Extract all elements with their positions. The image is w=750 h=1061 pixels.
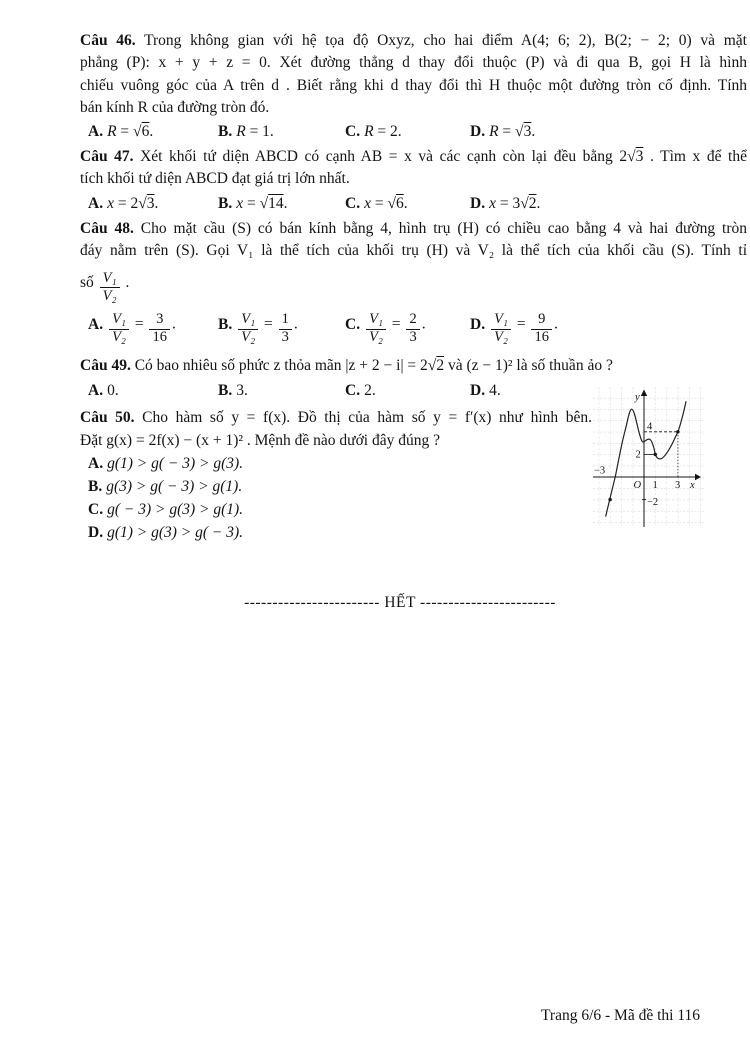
sqrt-symbol: √ [627,148,636,166]
option-47-C: C. x = √6. [345,194,408,212]
option-50-D: D. g(1) > g(3) > g( − 3). [88,524,244,542]
question-46 [80,30,747,143]
option-47-D: D. x = 3√2. [470,194,541,212]
question-47-options [80,193,747,215]
option-48-A: A. $\frac{\text{V₁}}{\text{V₂}}$ = $\frac{3}{16}$ . [88,311,176,345]
question-50-line-2: Đặt g(x) = 2f(x) − (x + 1)² . Mệnh đề nào dưới đây đúng ? [80,431,440,449]
option-49-D: D. 4. [470,381,501,399]
question-48-options [80,312,747,345]
sqrt-symbol: √ [259,194,269,212]
origin-label: O [633,480,642,491]
question-48-line-2: đáy nằm trên (S). Gọi V₁ là thể tích của khối trụ (H) và V₂ là thể tích của khối cầu (S). Tính tỉ [80,242,747,260]
sqrt-symbol: √ [387,194,396,212]
option-47-A: A. x = 2√3. [88,194,159,212]
sqrt-symbol: √ [515,123,524,141]
question-46-line-2: phẳng (P): x + y + z = 0. Xét đường thẳng d thay đổi thuộc (P) và đi qua B, gọi H là hình [80,54,747,72]
question-48-number: Câu 48. [80,219,134,237]
point-3-4 [676,430,679,433]
option-48-D: D. $\frac{\text{V₁}}{\text{V₂}}$ = $\frac{9}{16}$ . [470,311,558,345]
point-1-2 [654,453,657,456]
question-47 [80,146,747,215]
question-50-text [80,406,592,452]
question-49-number: Câu 49. [80,356,131,374]
option-49-C: C. 2. [345,381,376,399]
option-50-A: A. g(1) > g( − 3) > g(3). [88,454,244,472]
sqrt-symbol: √ [138,194,147,212]
fprime-graph [592,387,712,528]
y-axis-label: y [635,392,640,403]
tick-label-4: 4 [647,421,653,433]
option-46-A: A. R = √6. [88,123,154,141]
option-49-A: A. 0. [88,381,119,399]
tick-label-3: 3 [675,480,681,491]
option-50-B: B. g(3) > g( − 3) > g(1). [88,477,243,495]
question-50-line-1: Câu 50. Cho hàm số y = f(x). Đồ thị của hàm số y = f′(x) như hình bên. [80,408,592,426]
page-footer: Trang 6/6 - Mã đề thi 116 [540,1007,700,1024]
question-49-line-1: Câu 49. Có bao nhiêu số phức z thỏa mãn |z + 2 − i| = 2√2 và (z − 1)² là số thuần ảo ? [80,356,613,374]
question-46-options [80,121,747,143]
tick-label-minus2: −2 [647,497,659,508]
question-46-text: Trong không gian với hệ tọa độ Oxyz, cho hai điểm A(4; 6; 2), B(2; − 2; 0) và mặt [135,32,747,49]
sqrt-symbol: √ [427,356,437,374]
sqrt-symbol: √ [133,123,142,141]
option-46-D: D. R = √3. [470,123,536,141]
tick-label-minus3: −3 [594,465,606,477]
option-48-B: B. $\frac{\text{V₁}}{\text{V₂}}$ = $\frac{1}{3}$ . [218,311,298,345]
option-47-B: B. x = √14. [218,194,288,212]
question-46-line-3: chiếu vuông góc của A trên d . Biết rằng khi d thay đổi thì H thuộc một đường tròn cố định. Tính [80,76,747,94]
question-46-line-4: bán kính R của đường tròn đó. [80,98,270,116]
point-minus3-minus2 [608,498,611,501]
option-46-C: C. R = 2. [345,123,402,141]
question-48-line-3: số $\frac{\text{V₁}}{\text{V₂}}$ . [80,270,130,304]
end-divider: ------------------------ HẾT ------------------------ [244,594,556,612]
option-50-C: C. g( − 3) > g(3) > g(1). [88,501,244,519]
question-47-line-1: Câu 47. Xét khối tứ diện ABCD có cạnh AB = x và các cạnh còn lại đều bằng 2√3 . Tìm x để thể [80,148,747,166]
option-49-B: B. 3. [218,381,248,399]
question-47-line-2: tích khối tứ diện ABCD đạt giá trị lớn nhất. [80,170,350,188]
question-50-number: Câu 50. [80,408,135,426]
question-46-line-1 [80,30,747,52]
option-46-B: B. R = 1. [218,123,274,141]
fraction-v1-v2: $\frac{\text{V₁}}{\text{V₂}}$ [100,271,120,304]
sqrt-symbol: √ [520,194,529,212]
tick-label-1: 1 [652,480,658,491]
question-47-number: Câu 47. [80,148,134,166]
option-48-C: C. $\frac{\text{V₁}}{\text{V₂}}$ = $\frac{2}{3}$ . [345,311,426,345]
question-48 [80,218,747,346]
question-46-number: Câu 46. [80,32,136,49]
tick-label-2: 2 [635,449,641,461]
question-48-line-1: Câu 48. Cho mặt cầu (S) có bán kính bằng 4, hình trụ (H) có chiều cao bằng 4 và hai đường tròn [80,219,747,237]
x-axis-label: x [690,480,695,491]
